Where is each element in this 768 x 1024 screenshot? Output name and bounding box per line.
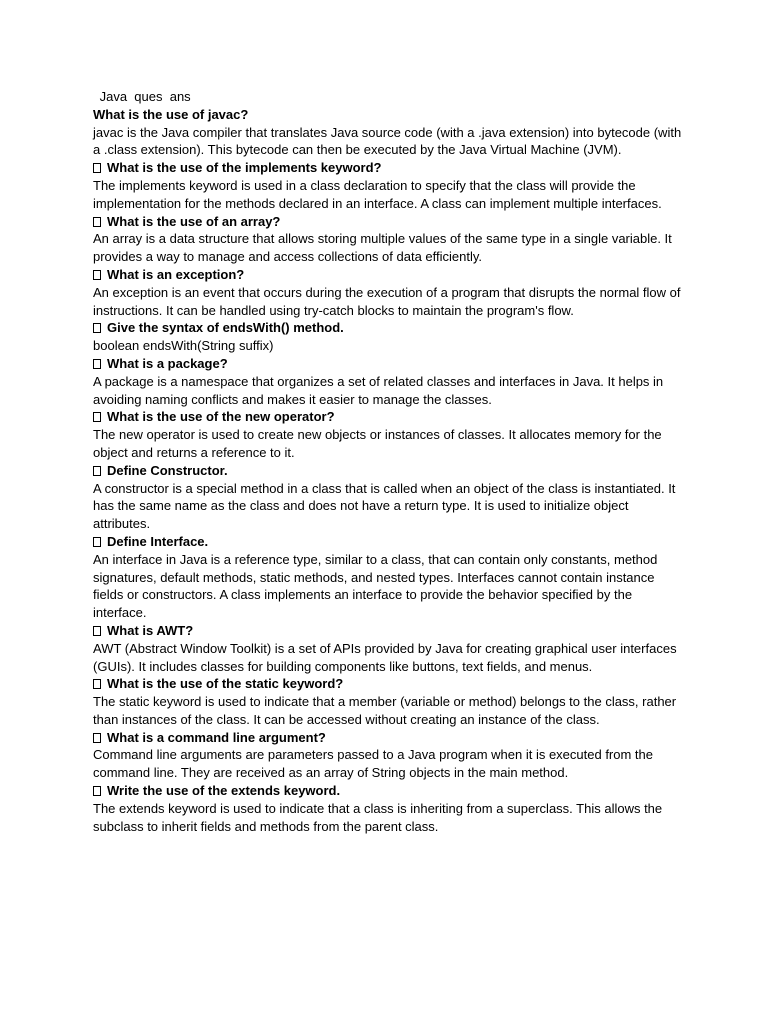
question-heading xyxy=(93,462,685,480)
question-heading xyxy=(93,622,685,640)
document-page xyxy=(93,88,685,835)
answer-text: The new operator is used to create new objects or instances of classes. It allocates memory for the object and returns a reference to it. xyxy=(93,427,662,460)
question-heading xyxy=(93,266,685,284)
question-heading xyxy=(93,533,685,551)
qa-item xyxy=(93,159,685,212)
question-heading xyxy=(93,106,685,124)
question-text: Define Constructor. xyxy=(107,462,228,478)
answer-text: A constructor is a special method in a class that is called when an object of the class is instantiated. It has the same name as the class and does not have a return type. It is used to initialize object attributes. xyxy=(93,480,676,532)
missing-glyph-bullet-icon xyxy=(93,217,101,227)
question-text: Give the syntax of endsWith() method. xyxy=(107,320,344,336)
missing-glyph-bullet-icon xyxy=(93,537,101,547)
question-heading xyxy=(93,782,685,800)
missing-glyph-bullet-icon xyxy=(93,786,101,796)
missing-glyph-bullet-icon xyxy=(93,679,101,689)
qa-item xyxy=(93,106,685,159)
question-text: What is the use of an array? xyxy=(107,213,281,229)
missing-glyph-bullet-icon xyxy=(93,323,101,333)
question-heading xyxy=(93,675,685,693)
answer-text: An interface in Java is a reference type, similar to a class, that can contain only constants, method signatures, default methods, static methods, and nested types. Interfaces cannot contain instance fields or constructors. A class implements an interface to provide the behavior specified by the interface. xyxy=(93,551,658,621)
answer-text: boolean endsWith(String suffix) xyxy=(93,338,274,354)
missing-glyph-bullet-icon xyxy=(93,626,101,636)
qa-item xyxy=(93,729,685,782)
question-text: Write the use of the extends keyword. xyxy=(107,783,341,799)
question-heading xyxy=(93,355,685,373)
qa-item xyxy=(93,462,685,533)
question-heading xyxy=(93,408,685,426)
question-heading xyxy=(93,213,685,231)
qa-item xyxy=(93,408,685,461)
answer-text: The implements keyword is used in a class declaration to specify that the class will provide the implementation for the methods declared in an interface. A class can implement multiple interfaces. xyxy=(93,177,662,211)
answer-text: The static keyword is used to indicate that a member (variable or method) belongs to the class, rather than instances of the class. It can be accessed without creating an instance of the class. xyxy=(93,694,677,727)
answer-text: AWT (Abstract Window Toolkit) is a set of APIs provided by Java for creating graphical user interfaces (GUIs). It includes classes for building components like buttons, text fields, and menus. xyxy=(93,640,677,674)
qa-item xyxy=(93,782,685,835)
question-text: What is a package? xyxy=(107,355,228,371)
answer-text: An array is a data structure that allows storing multiple values of the same type in a single variable. It provides a way to manage and access collections of data efficiently. xyxy=(93,231,672,265)
qa-item xyxy=(93,266,685,319)
question-heading xyxy=(93,319,685,337)
document-title: Java ques ans xyxy=(96,89,191,104)
question-text: What is a command line argument? xyxy=(107,729,326,745)
qa-item xyxy=(93,675,685,728)
missing-glyph-bullet-icon xyxy=(93,733,101,743)
question-heading xyxy=(93,159,685,177)
missing-glyph-bullet-icon xyxy=(93,466,101,476)
qa-item xyxy=(93,319,685,355)
answer-text: javac is the Java compiler that translates Java source code (with a .java extension) into bytecode (with a .class extension). This bytecode can then be executed by the Java Virtual Machine (JVM). xyxy=(93,124,682,158)
question-text: Define Interface. xyxy=(107,533,209,549)
answer-text: Command line arguments are parameters passed to a Java program when it is executed from the command line. They are received as an array of String objects in the main method. xyxy=(93,747,653,781)
qa-item xyxy=(93,213,685,266)
answer-text: The extends keyword is used to indicate that a class is inheriting from a superclass. This allows the subclass to inherit fields and methods from the parent class. xyxy=(93,800,663,834)
qa-item xyxy=(93,622,685,675)
qa-list xyxy=(93,106,685,836)
missing-glyph-bullet-icon xyxy=(93,270,101,280)
qa-item xyxy=(93,533,685,622)
answer-text: A package is a namespace that organizes a set of related classes and interfaces in Java. It helps in avoiding naming conflicts and makes it easier to manage the classes. xyxy=(93,373,664,407)
question-text: What is the use of javac? xyxy=(93,106,249,122)
missing-glyph-bullet-icon xyxy=(93,412,101,422)
missing-glyph-bullet-icon xyxy=(93,359,101,369)
missing-glyph-bullet-icon xyxy=(93,163,101,173)
question-heading xyxy=(93,729,685,747)
question-text: What is an exception? xyxy=(107,266,245,282)
qa-item xyxy=(93,355,685,408)
question-text: What is the use of the implements keyword? xyxy=(107,160,382,176)
question-text: What is the use of the static keyword? xyxy=(107,676,344,692)
question-text: What is the use of the new operator? xyxy=(107,409,335,425)
answer-text: An exception is an event that occurs during the execution of a program that disrupts the normal flow of instructions. It can be handled using try-catch blocks to maintain the program's flow. xyxy=(93,284,681,318)
question-text: What is AWT? xyxy=(107,622,194,638)
